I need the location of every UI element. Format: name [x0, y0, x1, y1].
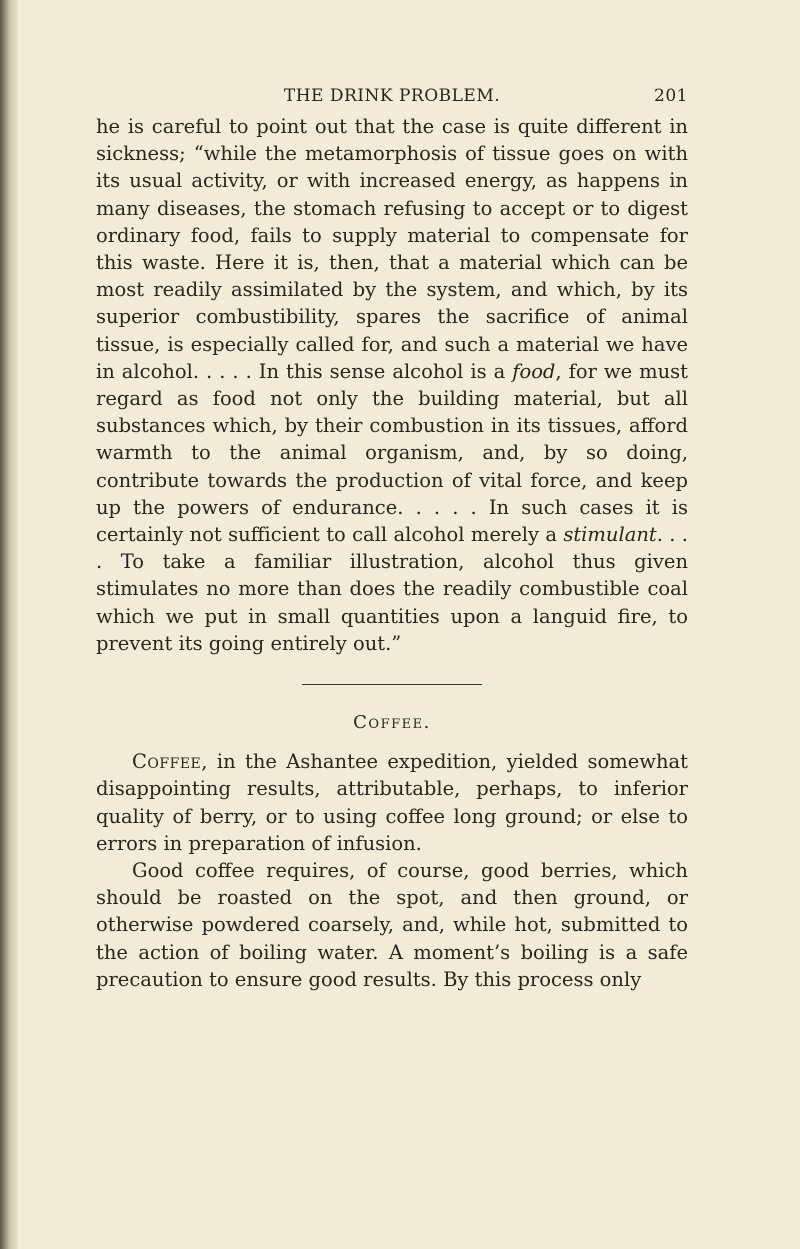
body-text: [96, 113, 688, 993]
section-divider: [302, 684, 482, 685]
emphasis-stimulant: stimulant: [563, 523, 657, 547]
page-number: 201: [654, 86, 688, 106]
emphasis-food: food: [512, 359, 556, 383]
coffee-paragraph-2: Good coffee requires, of course, good berries, which should be roasted on the spot, and then ground, or otherwise powdered coarsely, and, while hot, submitted to the action of boiling water. A moment’s boiling is a safe precaution to ensure good results. By this process only: [96, 859, 688, 991]
section-heading-coffee: Coffee.: [353, 712, 431, 734]
coffee-lead-word: Coffee: [132, 750, 202, 774]
quote-text-start: he is careful to point out that the case is quite different in sickness; “while the metamorphosis of tissue goes on with its usual activity, or with increased energy, as happens in many diseases, the stomach refusing to accept or to digest ordinary food, fails to supply material to compensate for this waste. Here it is, then, that a material which can be most readily assimilated by the system, and which, by its superior combustibility, spares the sacrifice of animal tissue, is especially called for, and such a material we have in alcohol. . . . . In this sense alcohol is a: [96, 115, 688, 383]
quote-paragraph: [96, 113, 688, 657]
coffee-paragraph-1: [96, 748, 688, 857]
coffee-paragraph-1-text: , in the Ashantee expedition, yielded somewhat disappointing results, attributable, perhaps, to inferior quality of berry, or to using coffee long ground; or else to errors in preparation of infusion.: [96, 750, 688, 855]
running-title: THE DRINK PROBLEM.: [283, 86, 501, 106]
quote-text-middle: , for we must regard as food not only the building material, but all substances which, by their combustion in its tissues, afford warmth to the animal organism, and, by so doing, contribute towards the production of vital force, and keep up the powers of endurance. . . . . In such cases it is certainly not sufficient to call alcohol merely a: [96, 359, 688, 547]
running-head: [96, 86, 688, 110]
quote-text-end: . . . . To take a familiar illustration, alcohol thus given stimulates no more than does the readily combustible coal which we put in small quantities upon a languid fire, to prevent its going entirely out.”: [96, 523, 688, 655]
